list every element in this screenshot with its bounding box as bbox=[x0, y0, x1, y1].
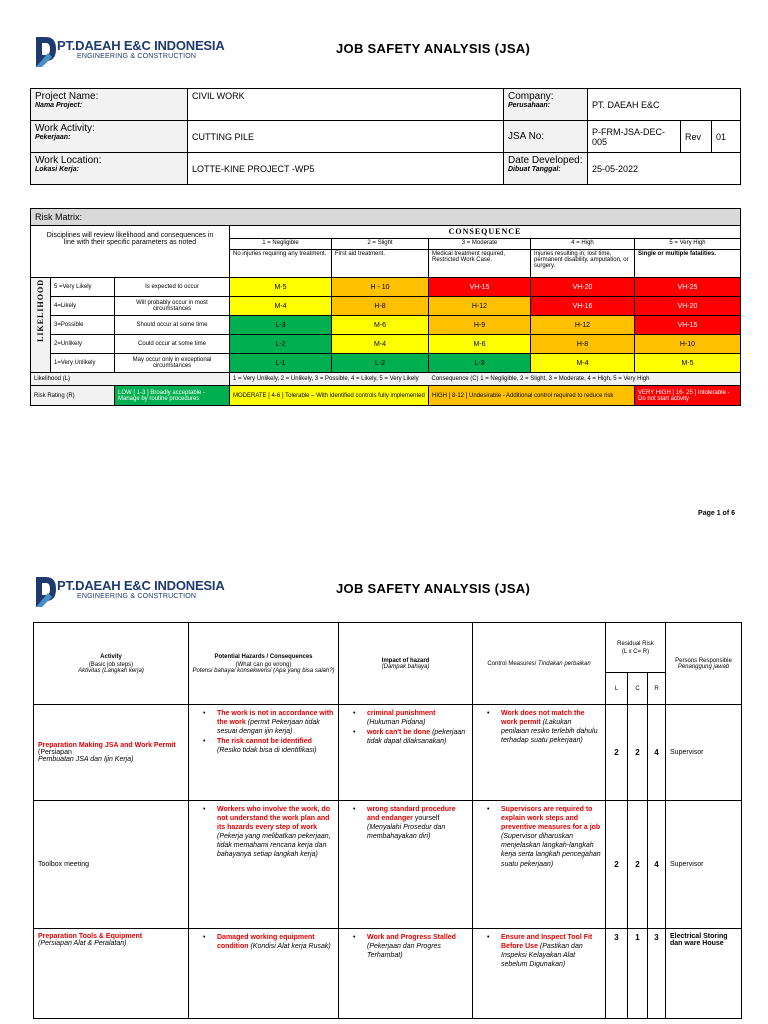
consequence-label: 3 = Moderate bbox=[429, 239, 531, 250]
list-item bbox=[193, 805, 334, 860]
activity-translation: (Persiapan Alat & Peralatan) bbox=[38, 940, 127, 947]
activity-translation: Pembuatan JSA dan Ijin Kerja) bbox=[38, 756, 134, 763]
list-item bbox=[193, 933, 334, 951]
risk-rating-3: VERY HIGH [ 16- 25 ] Intolerable - Do not start activity bbox=[635, 386, 741, 406]
risk-cell: M-4 bbox=[230, 297, 332, 316]
control-translation: (Lakukan penilaian resiko terlebih dahulu terhadap suatu pekerjaan) bbox=[501, 719, 598, 745]
work-activity-value: CUTTING PILE bbox=[188, 121, 504, 153]
risk-cell: L-2 bbox=[332, 354, 429, 373]
activity-note: (Persiapan bbox=[38, 749, 72, 756]
date-developed-label: Date Developed: Dibuat Tanggal: bbox=[504, 153, 588, 185]
residual-risk-header: Residual Risk (L x C= R) bbox=[606, 623, 666, 673]
risk-cell: H-10 bbox=[635, 335, 741, 354]
jsa-no-label: JSA No: bbox=[504, 121, 588, 153]
logo-brand-text: PT.DAEAH E&C INDONESIA bbox=[57, 38, 225, 53]
residual-r: 4 bbox=[648, 801, 666, 929]
page-footer: Page 1 of 6 bbox=[698, 510, 735, 517]
impact-header: Impact of hazard (Dampak bahaya) bbox=[339, 623, 473, 705]
likelihood-desc: Will probably occur in most circumstances bbox=[115, 297, 230, 316]
risk-cell: L-1 bbox=[230, 354, 332, 373]
logo-mark-icon bbox=[34, 575, 58, 609]
activity-header: Activity (Basic job steps) Aktivitas (Langkah kerja) bbox=[34, 623, 189, 705]
consequence-desc: Medical treatment required, Restricted Work Case. bbox=[429, 250, 531, 278]
likelihood-header bbox=[31, 278, 51, 373]
control-translation: (Pastikan dan Inspeksi Kelayakan Alat sebelum Digunakan) bbox=[501, 943, 583, 969]
page2-header bbox=[0, 575, 768, 625]
impact-cell bbox=[339, 705, 473, 801]
risk-matrix-title: Risk Matrix: bbox=[31, 209, 741, 226]
likelihood-header-text: LIKELIHOOD bbox=[36, 279, 45, 342]
residual-l: 2 bbox=[606, 801, 628, 929]
risk-cell: H-12 bbox=[429, 297, 531, 316]
list-item bbox=[477, 709, 601, 745]
jsa-no-value: P-FRM-JSA-DEC-005 bbox=[588, 121, 681, 153]
likelihood-level: 3=Possible bbox=[51, 316, 115, 335]
company-value: PT. DAEAH E&C bbox=[588, 89, 741, 121]
company-label: Company: Perusahaan: bbox=[504, 89, 588, 121]
impact-list bbox=[343, 805, 468, 841]
control-text: Work does not match the work permit bbox=[501, 710, 585, 727]
risk-rating-0: LOW [ 1-3 ] Broadly acceptable - Manage by routine procedures bbox=[115, 386, 230, 406]
risk-cell: M-6 bbox=[429, 335, 531, 354]
likelihood-level: 4=Likely bbox=[51, 297, 115, 316]
jsa-table bbox=[33, 622, 742, 1019]
impact-translation: (pekerjaan tidak dapat dilaksanakan) bbox=[367, 729, 466, 746]
list-item bbox=[477, 933, 601, 969]
hazard-cell bbox=[189, 801, 339, 929]
consequence-desc: No injuries requiring any treatment. bbox=[230, 250, 332, 278]
control-cell bbox=[473, 801, 606, 929]
list-item bbox=[343, 933, 468, 960]
likelihood-level: 5 =Very Likely bbox=[51, 278, 115, 297]
hazard-cell bbox=[189, 929, 339, 1019]
control-list bbox=[477, 805, 601, 869]
date-developed-value: 25-05-2022 bbox=[588, 153, 741, 185]
impact-text: wrong standard procedure and endanger bbox=[367, 806, 456, 823]
rev-value: 01 bbox=[712, 121, 741, 153]
project-info-table bbox=[30, 88, 741, 185]
impact-text: Work and Progress Stalled bbox=[367, 934, 456, 941]
risk-rating-label: Risk Rating (R) bbox=[31, 386, 115, 406]
work-location-value: LOTTE-KINE PROJECT -WP5 bbox=[188, 153, 504, 185]
consequence-desc: Injuries resulting in; lost time, permanent disability, amputation, or surgery. bbox=[531, 250, 635, 278]
impact-list bbox=[343, 933, 468, 960]
hazard-cell bbox=[189, 705, 339, 801]
control-list bbox=[477, 933, 601, 969]
risk-cell: M-5 bbox=[230, 278, 332, 297]
list-item bbox=[477, 805, 601, 869]
company-logo bbox=[34, 575, 234, 615]
table-row bbox=[34, 929, 742, 1019]
list-item bbox=[193, 709, 334, 736]
person-responsible: Supervisor bbox=[666, 801, 742, 929]
consequence-label: 2 = Slight bbox=[332, 239, 429, 250]
risk-cell: H - 10 bbox=[332, 278, 429, 297]
risk-matrix-description: Disciplines will review likelihood and consequences in line with their specific parameters as noted bbox=[31, 226, 230, 278]
activity-title: Preparation Making JSA and Work Permit bbox=[38, 742, 176, 749]
hazard-translation: (Kondisi Alat kerja Rusak) bbox=[250, 943, 331, 951]
page-title: JOB SAFETY ANALYSIS (JSA) bbox=[336, 41, 531, 56]
impact-translation: (Pekerjaan dan Progres Terhambat) bbox=[367, 943, 441, 960]
list-item bbox=[343, 805, 468, 841]
logo-sub-text: ENGINEERING & CONSTRUCTION bbox=[77, 593, 197, 600]
list-item bbox=[193, 737, 334, 755]
impact-translation: (Menyalahi Prosedur dan membahayakan diri) bbox=[367, 824, 446, 841]
person-responsible: Supervisor bbox=[666, 705, 742, 801]
residual-c: 1 bbox=[628, 929, 648, 1019]
risk-matrix-table bbox=[30, 208, 741, 406]
likelihood-desc: Should occur at some time bbox=[115, 316, 230, 335]
hazard-translation: (permit Pekerjaan tidak sesuai dengan ijin kerja) bbox=[217, 719, 320, 736]
hazard-translation: (Pekerja yang melibatkan pekerjaan, tidak memahami rencana kerja dan bahayanya setiap langkah kerja) bbox=[217, 833, 331, 859]
risk-cell: VH-15 bbox=[635, 316, 741, 335]
likelihood-legend-label: Likelihood (L) bbox=[31, 373, 230, 386]
control-cell bbox=[473, 929, 606, 1019]
work-activity-label: Work Activity: Pekerjaan: bbox=[31, 121, 188, 153]
activity-cell bbox=[34, 801, 189, 929]
impact-list bbox=[343, 709, 468, 746]
risk-cell: H-8 bbox=[332, 297, 429, 316]
residual-r: 4 bbox=[648, 705, 666, 801]
likelihood-desc: Could occur at some time bbox=[115, 335, 230, 354]
likelihood-legend: 1 = Very Unlikely, 2 = Unlikely, 3 = Possible, 4 = Likely, 5 = Very Likely bbox=[230, 373, 429, 386]
hazard-text: The work is not in accordance with the work bbox=[217, 710, 334, 727]
impact-text: criminal punishment bbox=[367, 710, 436, 717]
risk-cell: VH-20 bbox=[531, 278, 635, 297]
control-header: Control Measures/ Tindakan perbaikan bbox=[473, 623, 606, 705]
risk-cell: H-9 bbox=[429, 316, 531, 335]
impact-text: yourself bbox=[414, 815, 440, 823]
rev-label: Rev bbox=[681, 121, 712, 153]
consequence-label: 1 = Negligible bbox=[230, 239, 332, 250]
hazard-list bbox=[193, 805, 334, 860]
project-name-label: Project Name: Nama Project: bbox=[31, 89, 188, 121]
risk-cell: L-3 bbox=[230, 316, 332, 335]
risk-cell: VH-15 bbox=[429, 278, 531, 297]
residual-r: 3 bbox=[648, 929, 666, 1019]
likelihood-level: 2=Unlikely bbox=[51, 335, 115, 354]
logo-sub-text: ENGINEERING & CONSTRUCTION bbox=[77, 53, 197, 60]
impact-translation: (Hukuman Pidana) bbox=[367, 719, 426, 727]
impact-text: work can't be done bbox=[367, 729, 431, 737]
risk-cell: L-2 bbox=[230, 335, 332, 354]
hazard-list bbox=[193, 933, 334, 951]
risk-cell: M-6 bbox=[332, 316, 429, 335]
hazard-list bbox=[193, 709, 334, 755]
likelihood-desc: Is expected to occur bbox=[115, 278, 230, 297]
likelihood-desc: May occur only in exceptional circumstances bbox=[115, 354, 230, 373]
risk-cell: M-5 bbox=[635, 354, 741, 373]
consequence-desc: First aid treatment. bbox=[332, 250, 429, 278]
risk-cell: VH-16 bbox=[531, 297, 635, 316]
page1-header bbox=[0, 35, 768, 85]
risk-rating-1: MODERATE [ 4-6 ] Tolerable – With identified controls fully implemented bbox=[230, 386, 429, 406]
consequence-label: 4 = High bbox=[531, 239, 635, 250]
project-name-value: CIVIL WORK bbox=[188, 89, 504, 121]
control-text: Ensure and Inspect Tool Fit Before Use bbox=[501, 934, 593, 951]
table-row bbox=[34, 801, 742, 929]
risk-cell: H-12 bbox=[531, 316, 635, 335]
control-list bbox=[477, 709, 601, 745]
risk-cell: L-3 bbox=[429, 354, 531, 373]
work-location-label: Work Location: Lokasi Kerja: bbox=[31, 153, 188, 185]
list-item bbox=[343, 709, 468, 727]
residual-l: 3 bbox=[606, 929, 628, 1019]
activity-cell bbox=[34, 929, 189, 1019]
table-row bbox=[34, 705, 742, 801]
residual-c: 2 bbox=[628, 801, 648, 929]
c-header: C bbox=[628, 673, 648, 705]
hazards-header: Potential Hazards / Consequences (What can go wrong) Potensi bahaya/ konsekwensi (Apa yang bisa salah?) bbox=[189, 623, 339, 705]
hazard-text: The risk cannot be identified bbox=[217, 738, 312, 746]
hazard-text: Workers who involve the work, do not understand the work plan and its hazards every step of work bbox=[217, 806, 331, 832]
risk-cell: M-4 bbox=[531, 354, 635, 373]
hazard-translation: (Resiko tidak bisa di identifikasi) bbox=[217, 747, 317, 755]
control-translation: (Supervisor diharuskan menjelaskan langkah-langkah kerja serta langkah pencegahan suatu pekerjaan) bbox=[501, 833, 601, 868]
person-responsible: Electrical Storing dan ware House bbox=[666, 929, 742, 1019]
page-title: JOB SAFETY ANALYSIS (JSA) bbox=[336, 581, 531, 596]
consequence-header: CONSEQUENCE bbox=[230, 226, 741, 239]
risk-cell: M-4 bbox=[332, 335, 429, 354]
activity-cell bbox=[34, 705, 189, 801]
risk-cell: H-8 bbox=[531, 335, 635, 354]
residual-l: 2 bbox=[606, 705, 628, 801]
impact-cell bbox=[339, 929, 473, 1019]
risk-rating-2: HIGH [ 8-12 ] Undesirable - Additional control required to reduce risk bbox=[429, 386, 635, 406]
impact-cell bbox=[339, 801, 473, 929]
company-logo bbox=[34, 35, 234, 75]
r-header: R bbox=[648, 673, 666, 705]
consequence-desc: Single or multiple fatalities. bbox=[635, 250, 741, 278]
consequence-legend: Consequence (C) 1 = Negligible, 2 = Slight, 3 = Moderate, 4 = High, 5 = Very High bbox=[429, 373, 741, 386]
residual-c: 2 bbox=[628, 705, 648, 801]
control-cell bbox=[473, 705, 606, 801]
list-item bbox=[343, 728, 468, 746]
risk-cell: VH-20 bbox=[635, 297, 741, 316]
logo-mark-icon bbox=[34, 35, 58, 69]
l-header: L bbox=[606, 673, 628, 705]
person-header: Persons Responsible Penanggung jawab bbox=[666, 623, 742, 705]
likelihood-level: 1=Very Unlikely bbox=[51, 354, 115, 373]
activity-title: Preparation Tools & Equipment bbox=[38, 933, 143, 940]
risk-cell: VH-25 bbox=[635, 278, 741, 297]
hazard-text: Damaged working equipment condition bbox=[217, 934, 315, 951]
logo-brand-text: PT.DAEAH E&C INDONESIA bbox=[57, 578, 225, 593]
control-text: Supervisors are required to explain work steps and preventive measures for a job bbox=[501, 806, 601, 832]
consequence-label: 5 = Very High bbox=[635, 239, 741, 250]
activity-title: Toolbox meeting bbox=[38, 861, 89, 868]
